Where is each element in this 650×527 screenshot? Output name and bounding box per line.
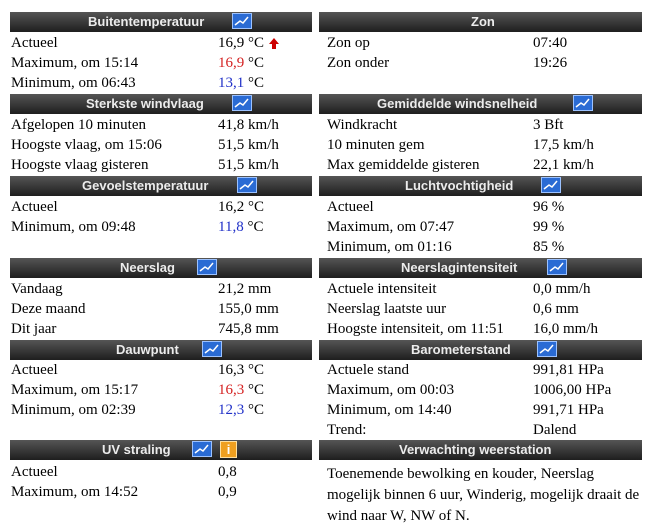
header-luchtvochtigheid	[319, 176, 642, 196]
header-buitentemperatuur	[10, 12, 312, 32]
graph-icon[interactable]	[547, 259, 567, 275]
row-value: 22,1 km/h	[533, 157, 594, 173]
graph-icon[interactable]	[537, 341, 557, 357]
value-unit: °C	[247, 219, 264, 235]
row-label: Actueel	[11, 199, 58, 215]
graph-icon[interactable]	[541, 177, 561, 193]
row-label: Windkracht	[327, 117, 398, 133]
value-number: 16,9	[218, 35, 245, 51]
row-value	[218, 73, 264, 93]
value-unit: °C	[248, 55, 265, 71]
row-label: Afgelopen 10 minuten	[11, 117, 146, 133]
header-sterkste-windvlaag	[10, 94, 312, 114]
value-unit: °C	[248, 382, 265, 398]
row-value: 991,71 HPa	[533, 402, 604, 418]
forecast-text: Toenemende bewolking en kouder, Neerslag mogelijk binnen 6 uur, Winderig, mogelijk draait de wind naar W, NW of N.	[327, 466, 640, 524]
row-label: Dit jaar	[11, 321, 57, 337]
row-value: 17,5 km/h	[533, 137, 594, 153]
row-label: Minimum, om 14:40	[327, 402, 452, 418]
row-value: 0,0 mm/h	[533, 281, 591, 297]
graph-icon[interactable]	[197, 259, 217, 275]
min-value: 11,8	[218, 219, 244, 235]
graph-icon[interactable]	[232, 95, 252, 111]
graph-icon[interactable]	[232, 13, 252, 29]
row-label: Zon onder	[327, 55, 390, 71]
row-value: 1006,00 HPa	[533, 382, 612, 398]
min-value: 13,1	[218, 75, 245, 91]
value-unit: °C	[248, 362, 265, 378]
header-neerslagintensiteit	[319, 258, 642, 278]
value-unit: °C	[248, 402, 265, 418]
row-value: 0,8	[218, 464, 237, 480]
row-label: 10 minuten gem	[327, 137, 425, 153]
value-unit: °C	[248, 75, 265, 91]
header-verwachting-weerstation	[319, 440, 642, 460]
section-title: UV straling	[102, 442, 171, 457]
max-value: 16,3	[218, 382, 245, 398]
row-label: Hoogste vlaag, om 15:06	[11, 137, 162, 153]
row-value: 96 %	[533, 199, 565, 215]
graph-icon[interactable]	[202, 341, 222, 357]
section-title: Dauwpunt	[116, 342, 179, 357]
row-value: 155,0 mm	[218, 301, 279, 317]
row-label: Maximum, om 00:03	[327, 382, 455, 398]
row-value: 41,8 km/h	[218, 117, 279, 133]
min-value: 12,3	[218, 402, 245, 418]
section-title: Gemiddelde windsnelheid	[377, 96, 538, 111]
graph-icon[interactable]	[192, 441, 212, 457]
section-title: Luchtvochtigheid	[405, 178, 514, 193]
row-value: 07:40	[533, 35, 568, 51]
row-label: Minimum, om 06:43	[11, 75, 136, 91]
row-label: Max gemiddelde gisteren	[327, 157, 480, 173]
row-value: Dalend	[533, 422, 577, 438]
row-value	[218, 380, 264, 400]
row-label: Minimum, om 02:39	[11, 402, 136, 418]
row-label: Zon op	[327, 35, 370, 51]
row-value: 19:26	[533, 55, 568, 71]
row-label: Actueel	[11, 464, 58, 480]
section-title: Neerslagintensiteit	[401, 260, 518, 275]
section-title: Barometerstand	[411, 342, 511, 357]
row-label: Trend:	[327, 422, 367, 438]
row-value: 0,9	[218, 484, 237, 500]
row-value	[218, 53, 264, 73]
row-label: Maximum, om 14:52	[11, 484, 139, 500]
header-barometerstand	[319, 340, 642, 360]
rising-arrow-icon	[269, 38, 279, 49]
row-value: 3 Bft	[533, 117, 564, 133]
row-value	[218, 360, 264, 380]
row-label: Actueel	[11, 362, 58, 378]
header-neerslag	[10, 258, 312, 278]
header-gemiddelde-windsnelheid	[319, 94, 642, 114]
row-label: Neerslag laatste uur	[327, 301, 447, 317]
row-value: 16,0 mm/h	[533, 321, 599, 337]
info-icon[interactable]: i	[220, 441, 237, 458]
row-label: Minimum, om 01:16	[327, 239, 452, 255]
section-title: Sterkste windvlaag	[86, 96, 204, 111]
section-title: Verwachting weerstation	[399, 442, 552, 457]
row-value: 745,8 mm	[218, 321, 279, 337]
graph-icon[interactable]	[237, 177, 257, 193]
row-label: Actueel	[11, 35, 58, 51]
row-value	[218, 217, 263, 237]
row-label: Vandaag	[11, 281, 63, 297]
row-label: Hoogste intensiteit, om 11:51	[327, 321, 504, 337]
section-title: Neerslag	[120, 260, 175, 275]
row-value: 51,5 km/h	[218, 157, 279, 173]
row-label: Hoogste vlaag gisteren	[11, 157, 149, 173]
section-title: Gevoelstemperatuur	[82, 178, 209, 193]
section-title: Zon	[471, 14, 495, 29]
row-label: Deze maand	[11, 301, 86, 317]
row-value: 991,81 HPa	[533, 362, 604, 378]
row-value: 21,2 mm	[218, 281, 272, 297]
row-value: 51,5 km/h	[218, 137, 279, 153]
value-number: 16,3	[218, 362, 245, 378]
row-value	[218, 400, 264, 420]
value-unit: °C	[248, 199, 265, 215]
row-label: Maximum, om 15:14	[11, 55, 139, 71]
value-number: 16,2	[218, 199, 245, 215]
row-label: Actuele stand	[327, 362, 410, 378]
header-zon	[319, 12, 642, 32]
header-uv-straling	[10, 440, 312, 460]
row-label: Actuele intensiteit	[327, 281, 437, 297]
row-label: Minimum, om 09:48	[11, 219, 136, 235]
section-title: Buitentemperatuur	[88, 14, 205, 29]
row-value: 85 %	[533, 239, 565, 255]
row-label: Maximum, om 15:17	[11, 382, 139, 398]
row-value	[218, 197, 264, 217]
value-unit: °C	[248, 35, 265, 51]
row-value: 0,6 mm	[533, 301, 579, 317]
header-dauwpunt	[10, 340, 312, 360]
max-value: 16,9	[218, 55, 245, 71]
row-value	[218, 33, 264, 53]
graph-icon[interactable]	[573, 95, 593, 111]
header-gevoelstemperatuur	[10, 176, 312, 196]
row-label: Maximum, om 07:47	[327, 219, 455, 235]
row-value: 99 %	[533, 219, 565, 235]
row-label: Actueel	[327, 199, 374, 215]
